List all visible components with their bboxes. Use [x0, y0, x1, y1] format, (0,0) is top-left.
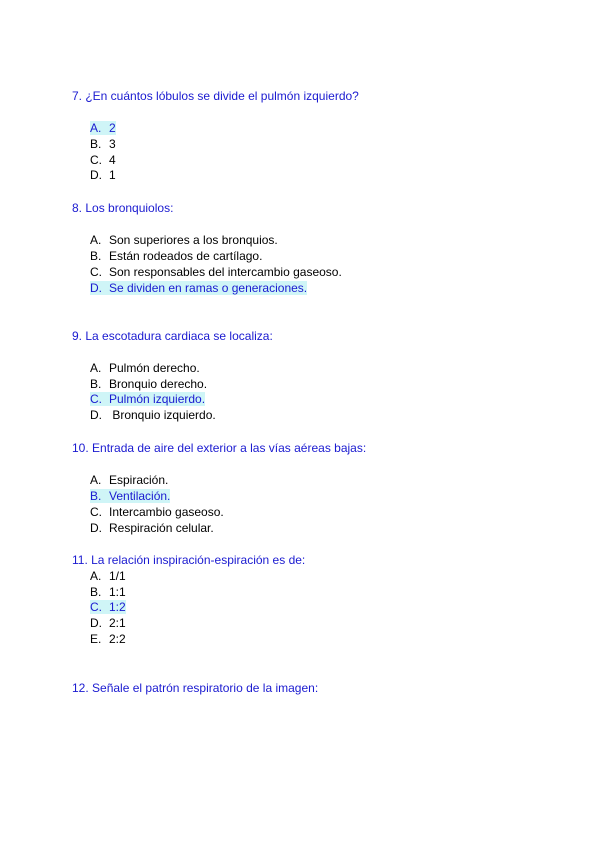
question-10-option-d[interactable]: D. Respiración celular. [90, 521, 214, 535]
question-10-option-b[interactable]: B. Ventilación. [90, 489, 171, 503]
question-9-option-d[interactable]: D. Bronquio izquierdo. [90, 408, 216, 422]
question-9-option-c[interactable]: C. Pulmón izquierdo. [90, 392, 206, 406]
question-11-option-c[interactable]: C. 1:2 [90, 600, 126, 614]
question-9-prompt: 9. La escotadura cardiaca se localiza: [72, 329, 273, 343]
question-7-option-a[interactable]: A. 2 [90, 121, 116, 135]
question-10-option-c[interactable]: C. Intercambio gaseoso. [90, 505, 224, 519]
question-11-option-b[interactable]: B. 1:1 [90, 585, 126, 599]
question-10-option-a[interactable]: A. Espiración. [90, 473, 169, 487]
question-7-option-c[interactable]: C. 4 [90, 153, 116, 167]
question-12-prompt: 12. Señale el patrón respiratorio de la imagen: [72, 681, 319, 695]
question-8-option-a[interactable]: A. Son superiores a los bronquios. [90, 233, 278, 247]
question-7-prompt: 7. ¿En cuántos lóbulos se divide el pulmón izquierdo? [72, 89, 359, 103]
question-11-option-a[interactable]: A. 1/1 [90, 569, 126, 583]
question-11-option-d[interactable]: D. 2:1 [90, 616, 126, 630]
question-9-option-b[interactable]: B. Bronquio derecho. [90, 377, 208, 391]
question-11-option-e[interactable]: E. 2:2 [90, 632, 126, 646]
question-9-option-a[interactable]: A. Pulmón derecho. [90, 361, 200, 375]
question-8-prompt: 8. Los bronquiolos: [72, 201, 174, 215]
question-8-option-d[interactable]: D. Se dividen en ramas o generaciones. [90, 281, 308, 295]
question-11-prompt: 11. La relación inspiración-espiración es de: [72, 553, 306, 567]
question-7-option-b[interactable]: B. 3 [90, 137, 116, 151]
question-8-option-c[interactable]: C. Son responsables del intercambio gaseoso. [90, 265, 342, 279]
question-10-prompt: 10. Entrada de aire del exterior a las vías aéreas bajas: [72, 441, 367, 455]
question-8-option-b[interactable]: B. Están rodeados de cartílago. [90, 249, 263, 263]
question-7-option-d[interactable]: D. 1 [90, 168, 116, 182]
